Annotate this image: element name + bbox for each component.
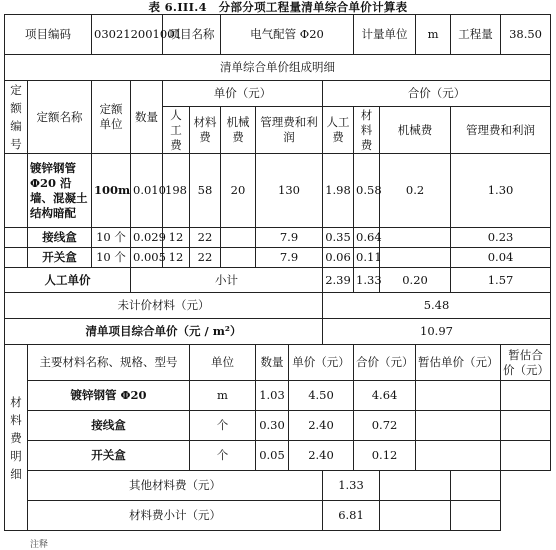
row-tp-machine <box>380 228 451 248</box>
row-up-labor: 198 <box>163 154 190 228</box>
col-up-mgmt: 管理费和利润 <box>256 107 323 154</box>
row-up-mgmt: 130 <box>256 154 323 228</box>
unpriced-row <box>5 293 551 319</box>
mat-est-unit <box>416 381 501 411</box>
mat-est-unit <box>416 411 501 441</box>
row-unit: 10 个 <box>92 248 131 268</box>
mat-other-est-total <box>451 471 501 501</box>
qty-label: 工程量 <box>451 15 501 55</box>
mat-subtotal-value: 6.81 <box>323 501 380 531</box>
mat-est-total <box>501 441 551 471</box>
mat-unit: 个 <box>190 441 256 471</box>
row-tp-material: 0.64 <box>354 228 380 248</box>
unpriced-value: 5.48 <box>323 293 551 319</box>
footnote: 注释 <box>30 540 49 550</box>
row-unit: 100m <box>92 154 131 228</box>
row-up-labor: 12 <box>163 248 190 268</box>
row-name: 接线盒 <box>28 228 92 248</box>
mat-other-value: 1.33 <box>323 471 380 501</box>
row-qty: 0.029 <box>131 228 163 248</box>
composite-value: 10.97 <box>323 319 551 345</box>
col-quota-unit: 定额单位 <box>92 81 131 154</box>
row-qty: 0.010 <box>131 154 163 228</box>
row-tp-mgmt: 0.23 <box>451 228 551 248</box>
mat-name: 接线盒 <box>28 411 190 441</box>
unpriced-label: 未计价材料（元） <box>5 293 323 319</box>
labor-price-label: 人工单价 <box>5 268 131 293</box>
col-tp-machine: 机械费 <box>380 107 451 154</box>
col-total-price: 合价（元） <box>323 81 551 107</box>
row-name: 镀锌钢管 Φ20 沿墙、混凝土结构暗配 <box>28 154 92 228</box>
mat-col-est-total: 暂估合价（元） <box>501 345 551 381</box>
row-up-material: 58 <box>190 154 221 228</box>
material-subtotal-row <box>5 501 551 531</box>
mat-col-qty: 数量 <box>256 345 289 381</box>
header-row <box>5 15 551 55</box>
unit-label: 计量单位 <box>354 15 416 55</box>
row-qty: 0.005 <box>131 248 163 268</box>
mat-col-est-unit: 暂估单价（元） <box>416 345 501 381</box>
row-unit: 10 个 <box>92 228 131 248</box>
row-no <box>5 228 28 248</box>
col-up-machine: 机械费 <box>221 107 256 154</box>
col-quota-name: 定额名称 <box>28 81 92 154</box>
row-tp-labor: 1.98 <box>323 154 354 228</box>
table-row <box>5 154 551 228</box>
mat-other-label: 其他材料费（元） <box>28 471 323 501</box>
mat-subtotal-label: 材料费小计（元） <box>28 501 323 531</box>
material-other-row <box>5 471 551 501</box>
subtotal-row <box>5 268 551 293</box>
row-up-machine: 20 <box>221 154 256 228</box>
composite-row <box>5 319 551 345</box>
row-tp-material: 0.11 <box>354 248 380 268</box>
mat-price: 2.40 <box>289 411 354 441</box>
subtotal-labor: 2.39 <box>323 268 354 293</box>
composite-label: 清单项目综合单价（元 / m²） <box>5 319 323 345</box>
mat-other-est-unit <box>380 471 451 501</box>
mat-total: 0.12 <box>354 441 416 471</box>
section-title: 清单综合单价组成明细 <box>5 55 551 81</box>
section-title-row <box>5 55 551 81</box>
row-tp-mgmt: 1.30 <box>451 154 551 228</box>
code-label: 项目编码 <box>5 15 92 55</box>
row-tp-labor: 0.06 <box>323 248 354 268</box>
mat-unit: 个 <box>190 411 256 441</box>
row-up-labor: 12 <box>163 228 190 248</box>
subtotal-material: 1.33 <box>354 268 380 293</box>
mat-qty: 0.30 <box>256 411 289 441</box>
table-title: 表 6.III.4 分部分项工程量清单综合单价计算表 <box>148 0 408 14</box>
mat-qty: 0.05 <box>256 441 289 471</box>
row-no <box>5 154 28 228</box>
row-up-mgmt: 7.9 <box>256 228 323 248</box>
mat-unit: m <box>190 381 256 411</box>
col-quantity: 数量 <box>131 81 163 154</box>
mat-subtotal-est-total <box>451 501 501 531</box>
mat-col-unit: 单位 <box>190 345 256 381</box>
qty-value: 38.50 <box>501 15 551 55</box>
mat-subtotal-est-unit <box>380 501 451 531</box>
row-up-machine <box>221 248 256 268</box>
mat-col-total: 合价（元） <box>354 345 416 381</box>
mat-col-name: 主要材料名称、规格、型号 <box>28 345 190 381</box>
material-row <box>5 381 551 411</box>
table-row <box>5 228 551 248</box>
col-quota-no: 定额编号 <box>5 81 28 154</box>
mat-total: 4.64 <box>354 381 416 411</box>
mat-price: 2.40 <box>289 441 354 471</box>
row-tp-machine <box>380 248 451 268</box>
subtotal-machine: 0.20 <box>380 268 451 293</box>
mat-col-price: 单价（元） <box>289 345 354 381</box>
col-tp-labor: 人工费 <box>323 107 354 154</box>
material-header-row <box>5 345 551 381</box>
material-side-label: 材料费明细 <box>5 345 28 531</box>
mat-price: 4.50 <box>289 381 354 411</box>
row-up-mgmt: 7.9 <box>256 248 323 268</box>
col-unit-price: 单价（元） <box>163 81 323 107</box>
table-row <box>5 248 551 268</box>
mat-est-total <box>501 411 551 441</box>
name-label: 项目名称 <box>163 15 221 55</box>
col-tp-material: 材料费 <box>354 107 380 154</box>
mat-qty: 1.03 <box>256 381 289 411</box>
code-value: 030212001001 <box>92 15 163 55</box>
subtotal-label: 小计 <box>131 268 323 293</box>
row-up-machine <box>221 228 256 248</box>
mat-est-total <box>501 381 551 411</box>
row-up-material: 22 <box>190 228 221 248</box>
row-tp-material: 0.58 <box>354 154 380 228</box>
mat-total: 0.72 <box>354 411 416 441</box>
mat-name: 开关盒 <box>28 441 190 471</box>
row-tp-machine: 0.2 <box>380 154 451 228</box>
unit-value: m <box>416 15 451 55</box>
row-name: 开关盒 <box>28 248 92 268</box>
row-tp-labor: 0.35 <box>323 228 354 248</box>
material-row <box>5 411 551 441</box>
col-up-material: 材料费 <box>190 107 221 154</box>
col-header-row-1 <box>5 81 551 107</box>
name-value: 电气配管 Φ20 <box>221 15 354 55</box>
subtotal-mgmt: 1.57 <box>451 268 551 293</box>
material-row <box>5 441 551 471</box>
mat-name: 镀锌钢管 Φ20 <box>28 381 190 411</box>
unit-price-table <box>4 14 551 531</box>
mat-est-unit <box>416 441 501 471</box>
col-tp-mgmt: 管理费和利润 <box>451 107 551 154</box>
row-tp-mgmt: 0.04 <box>451 248 551 268</box>
row-no <box>5 248 28 268</box>
row-up-material: 22 <box>190 248 221 268</box>
col-up-labor: 人工费 <box>163 107 190 154</box>
